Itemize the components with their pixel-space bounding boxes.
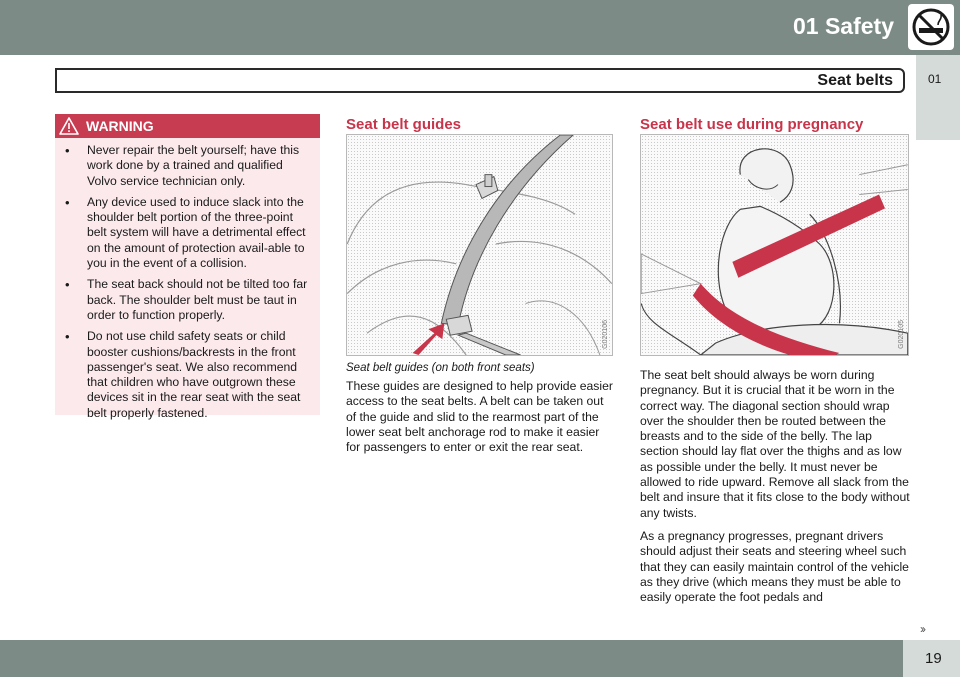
section-bar	[55, 68, 905, 93]
warning-list	[61, 143, 315, 427]
figure-code: G020106	[602, 320, 609, 349]
no-smoking-icon	[908, 4, 954, 50]
guides-heading: Seat belt guides	[346, 116, 462, 133]
pregnancy-paragraph: The seat belt should always be worn during pregnancy. But it is crucial that it be worn in the correct way. The diagonal section should wrap over the shoulder then be routed between the breasts and to the side of the belly. The lap section should lay flat over the thighs and as low as possible under the belly. It must never be allowed to ride upward. Remove all slack from the belt and insure that it fits close to the body without any twists.	[640, 368, 910, 520]
warning-header	[55, 114, 320, 138]
pregnancy-seat-belt-illustration	[640, 134, 909, 356]
warning-item: • Do not use child safety seats or child booster cushions/backrests in the front passenger's seat. We also recommend that children who have outgrown these devices sit in the rear seat with the seat belt properly fastened.	[61, 329, 315, 421]
warning-triangle-icon	[59, 116, 79, 136]
pregnant-woman-drawing	[641, 135, 908, 355]
warning-item: • The seat back should not be tilted too far back. The shoulder belt must be taut in order to function properly.	[61, 277, 315, 323]
guides-caption: Seat belt guides (on both front seats)	[346, 362, 535, 374]
seat-belt-guide-drawing	[347, 135, 612, 355]
guides-paragraph: These guides are designed to help provide easier access to the seat belts. A belt can be taken out of the guide and slid to the rearmost part of the lower seat belt anchorage rod to make it easier for passengers to enter or exit the rear seat.	[346, 379, 613, 455]
seat-belt-guides-illustration	[346, 134, 613, 356]
pregnancy-paragraph: As a pregnancy progresses, pregnant drivers should adjust their seats and steering wheel such that they can easily maintain control of the vehicle as they drive (which means they must be able to easily operate the foot pedals and	[640, 528, 909, 605]
warning-title: WARNING	[86, 118, 154, 134]
bottom-bar	[0, 640, 960, 677]
chapter-title: 01 Safety	[792, 13, 894, 39]
pregnancy-heading: Seat belt use during pregnancy	[640, 116, 864, 133]
figure-code: G020105	[898, 320, 905, 349]
chapter-side-tab[interactable]	[916, 55, 960, 140]
section-title: Seat belts	[817, 72, 893, 89]
next-page-arrows[interactable]: ››	[920, 622, 924, 636]
warning-item: • Never repair the belt yourself; have this work done by a trained and qualified Volvo service technician only.	[61, 143, 315, 189]
warning-box	[55, 114, 320, 420]
page-number: 19	[925, 650, 942, 667]
pregnancy-body	[640, 368, 910, 613]
warning-item: • Any device used to induce slack into the shoulder belt portion of the three-point belt system will have a detrimental effect on the amount of protection avail-able to you in the event of a collision.	[61, 195, 315, 271]
guides-body	[346, 379, 616, 463]
side-tab-label: 01	[928, 72, 942, 86]
